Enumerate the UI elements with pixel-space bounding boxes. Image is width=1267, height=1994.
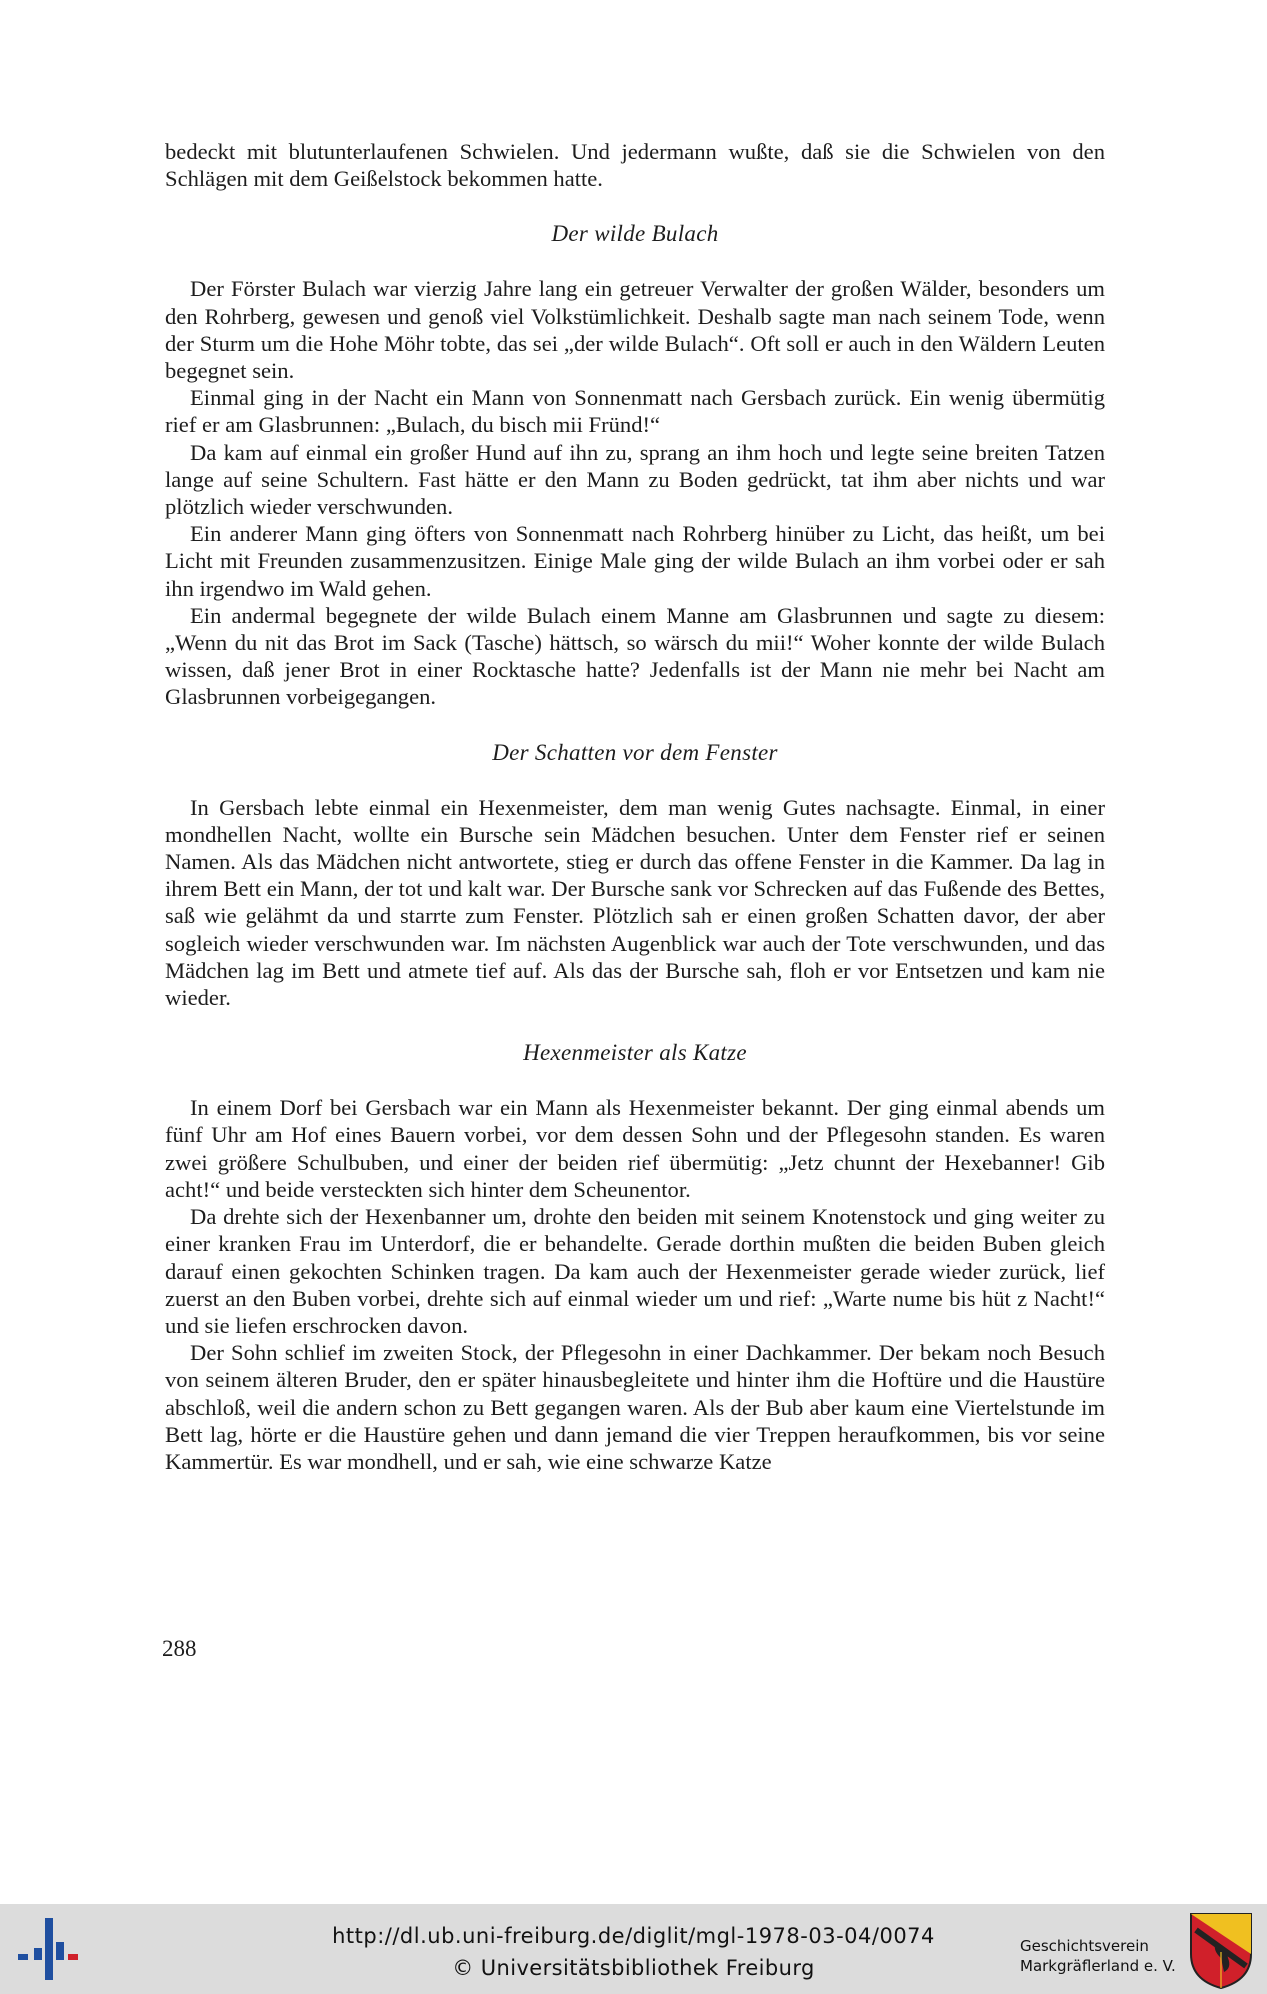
page-number: 288 [162, 1636, 197, 1661]
section-heading: Der Schatten vor dem Fenster [492, 739, 778, 765]
section-heading: Hexenmeister als Katze [523, 1040, 747, 1066]
copyright-notice: © Universitätsbibliothek Freiburg [452, 1956, 815, 1980]
society-name-line: Markgräflerland e. V. [1020, 1957, 1176, 1975]
section-heading: Der wilde Bulach [551, 221, 719, 247]
paragraph: Da drehte sich der Hexenbanner um, drohte den beiden mit seinem Knotenstock und ging weiter zu einer kranken Frau im Unterdorf, die er behandelte. Gerade dorthin mußten die beiden Buben gleich darauf einen gekochten Schinken tragen. Da kam auch der Hexenmeister gerade wieder zurück, lief zuerst an den Buben vorbei, drehte sich auf einmal wieder um und rief: „Warte nume bis hüt z Nacht!“ und sie liefen erschrocken davon. [165, 1204, 1105, 1338]
paragraph: Der Förster Bulach war vierzig Jahre lang ein getreuer Verwalter der großen Wälder, besonders um den Rohrberg, gewesen und genoß viel Volkstümlichkeit. Deshalb sagte man nach seinem Tode, wenn der Sturm um die Hohe Möhr tobte, das sei „der wilde Bulach“. Oft soll er auch in den Wäldern Leuten begegnet sein. [165, 276, 1105, 384]
paragraph: Einmal ging in der Nacht ein Mann von Sonnenmatt nach Gersbach zurück. Ein wenig übermütig rief er am Glasbrunnen: „Bulach, du bisch mii Fründ!“ [165, 385, 1105, 438]
paragraph: Da kam auf einmal ein großer Hund auf ihn zu, sprang an ihm hoch und legte seine breiten Tatzen lange auf seine Schultern. Fast hätte er den Mann zu Boden gedrückt, tat ihm aber nichts und war plötzlich wieder verschwunden. [165, 439, 1105, 520]
footer-bar [0, 1904, 1267, 1994]
source-url-link[interactable]: http://dl.ub.uni-freiburg.de/diglit/mgl-1978-03-04/0074 [332, 1924, 935, 1948]
paragraph: bedeckt mit blutunterlaufenen Schwielen. Und jedermann wußte, daß sie die Schwielen von den Schlägen mit dem Geißelstock bekommen hatte. [165, 139, 1105, 192]
society-name [1020, 1936, 1176, 1976]
paragraph: Der Sohn schlief im zweiten Stock, der Pflegesohn in einer Dachkammer. Der bekam noch Besuch von seinem älteren Bruder, den er später hinausbegleitete und hinter ihm die Hoftüre und die Haustüre abschloß, weil die andern schon zu Bett gegangen waren. Als der Bub aber kaum eine Viertelstunde im Bett lag, hörte er die Haustüre gehen und dann jemand die vier Treppen heraufkommen, bis vor seine Kammertür. Es war mondhell, und er sah, wie eine schwarze Katze [165, 1340, 1105, 1474]
paragraph: Ein anderer Mann ging öfters von Sonnenmatt nach Rohrberg hinüber zu Licht, das heißt, um bei Licht mit Freunden zusammenzusitzen. Einige Male ging der wilde Bulach an ihm vorbei oder er sah ihn irgendwo im Wald gehen. [165, 521, 1105, 601]
paragraph: In einem Dorf bei Gersbach war ein Mann als Hexenmeister bekannt. Der ging einmal abends um fünf Uhr am Hof eines Bauern vorbei, vor dem dessen Sohn und der Pflegesohn standen. Es waren zwei größere Schulbuben, und einer der beiden rief übermütig: „Jetz chunnt der Hexebanner! Gib acht!“ und beide versteckten sich hinter dem Scheunentor. [165, 1095, 1105, 1202]
society-name-line: Geschichtsverein [1020, 1937, 1149, 1955]
coat-of-arms-icon [1188, 1910, 1254, 1990]
paragraph: Ein andermal begegnete der wilde Bulach einem Manne am Glasbrunnen und sagte zu diesem: „Wenn du nit das Brot im Sack (Tasche) hättsch, so wärsch du mii!“ Woher konnte der wilde Bulach wissen, daß jener Brot in einer Rocktasche hatte? Jedenfalls ist der Mann nie mehr bei Nacht am Glasbrunnen vorbeigegangen. [165, 602, 1105, 710]
paragraph: In Gersbach lebte einmal ein Hexenmeister, dem man wenig Gutes nachsagte. Einmal, in einer mondhellen Nacht, wollte ein Bursche sein Mädchen besuchen. Unter dem Fenster rief er seinen Namen. Als das Mädchen nicht antwortete, stieg er durch das offene Fenster in die Kammer. Da lag in ihrem Bett ein Mann, der tot und kalt war. Der Bursche sank vor Schrecken auf das Fußende des Bettes, saß wie gelähmt da und starrte zum Fenster. Plötzlich sah er einen großen Schatten davor, der aber sogleich wieder verschwunden war. Im nächsten Augenblick war auch der Tote verschwunden, und das Mädchen lag im Bett und atmete tief auf. Als das der Bursche sah, floh er vor Entsetzen und kam nie wieder. [165, 794, 1105, 1011]
document-page [165, 138, 1105, 1475]
